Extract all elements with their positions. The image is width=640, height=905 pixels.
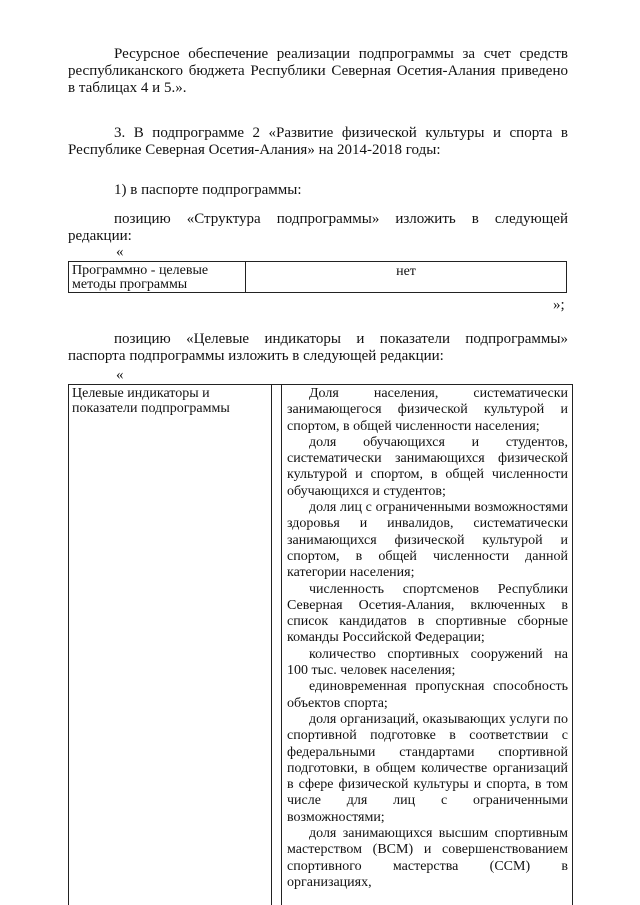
closing-quote-1: »;	[553, 297, 565, 313]
table-program-methods-value: нет	[396, 264, 416, 279]
indicator-item: доля лиц с ограниченными возможностями здоровья и инвалидов, систематически занимающихся физической культурой и спортом, в общей численности данной категории населения;	[287, 500, 568, 581]
table-target-indicators-list	[281, 385, 572, 905]
indicator-item: доля обучающихся и студентов, систематически занимающихся физической культурой и спортом, в общей численности обучающихся и студентов;	[287, 434, 568, 499]
paragraph-passport: 1) в паспорте подпрограммы:	[114, 182, 302, 198]
paragraph-indicators-position: позицию «Целевые индикаторы и показатели подпрограммы» паспорта подпрограммы изложить в следующей редакции:	[68, 331, 568, 364]
paragraph-structure-position: позицию «Структура подпрограммы» изложить в следующей редакции:	[68, 211, 568, 244]
table-program-methods-label: Программно - целевые методы программы	[69, 262, 246, 292]
indicator-item: количество спортивных сооружений на 100 тыс. человек населения;	[287, 646, 568, 679]
indicator-item: единовременная пропускная способность объектов спорта;	[287, 679, 568, 711]
indicator-item: доля организаций, оказывающих услуги по спортивной подготовке в соответствии с федеральными стандартами спортивной подготовки, в общем количестве организаций в сфере физической культуры и спорта, в том числе для лиц с ограниченными возможностями;	[287, 711, 568, 825]
opening-quote-2: «	[116, 367, 124, 383]
table-program-methods	[68, 261, 567, 293]
opening-quote-1: «	[116, 244, 124, 260]
paragraph-subprogram-2: 3. В подпрограмме 2 «Развитие физической культуры и спорта в Республике Северная Осетия-Алания» на 2014-2018 годы:	[68, 125, 568, 158]
table-target-indicators-label: Целевые индикаторы и показатели подпрограммы	[69, 385, 272, 905]
paragraph-resource-provision: Ресурсное обеспечение реализации подпрограммы за счет средств республиканского бюджета Республики Северная Осетия-Алания приведено в таблицах 4 и 5.».	[68, 46, 568, 96]
indicator-item: численность спортсменов Республики Северная Осетия-Алания, включенных в список кандидатов в спортивные сборные команды Российской Федерации;	[287, 581, 568, 646]
table-target-indicators	[68, 384, 573, 905]
indicator-item: Доля населения, систематически занимающегося физической культурой и спортом, в общей численности населения;	[287, 386, 568, 434]
indicator-item: доля занимающихся высшим спортивным мастерством (ВСМ) и совершенствованием спортивного мастерства (ССМ) в организациях,	[287, 826, 568, 890]
